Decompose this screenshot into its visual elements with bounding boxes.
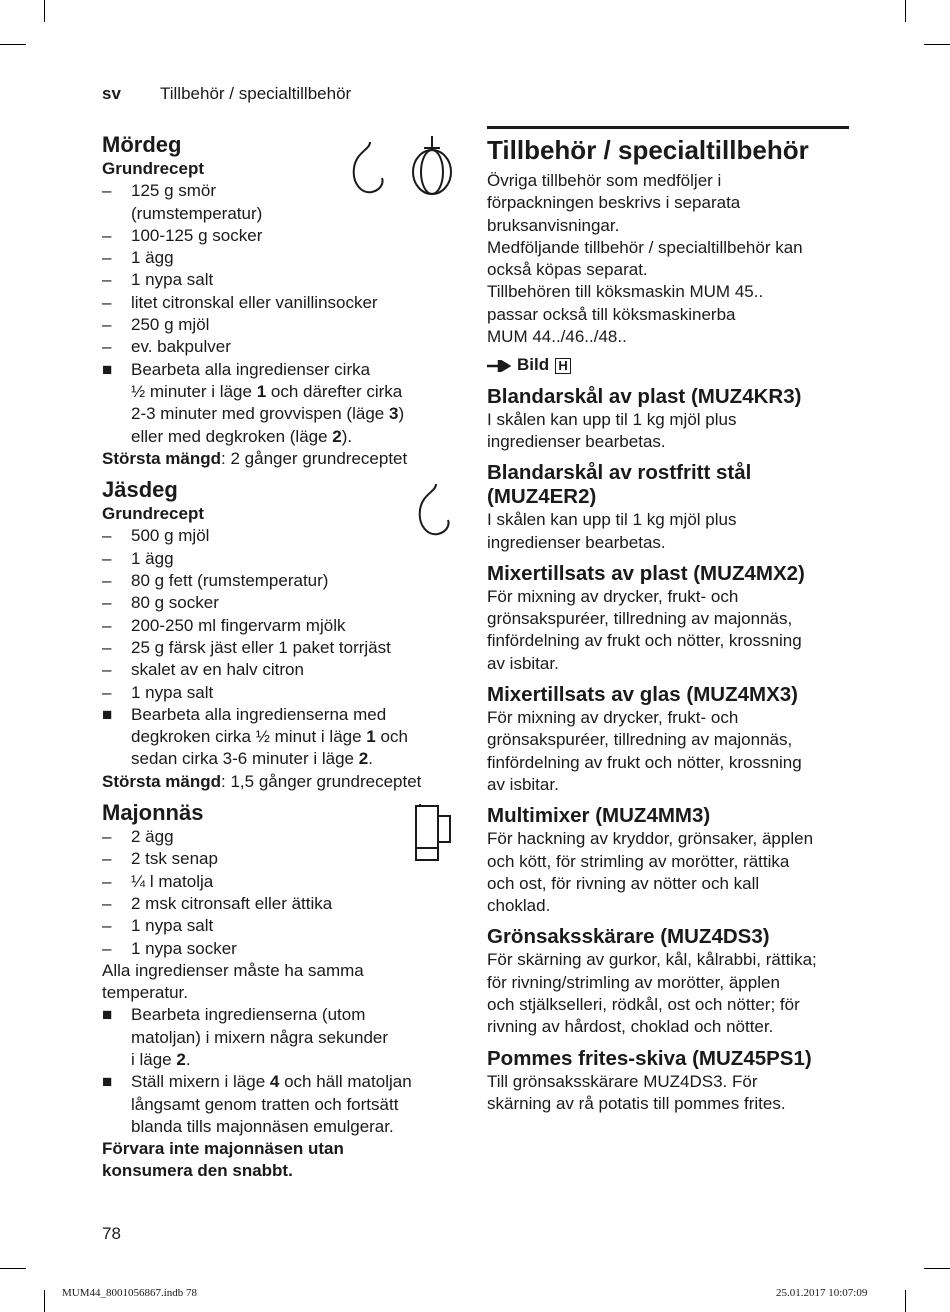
step-item: ■ Ställ mixern i läge 4 och häll matoljan långsamt genom tratten och fortsätt blanda tills majonnäsen emulgerar. (102, 1072, 412, 1136)
accessory-section: Multimixer (MUZ4MM3) För hackning av kryddor, grönsaker, äpplen och kött, för strimling av morötter, rättika och ost, för rivning av nötter och kall choklad. (487, 804, 814, 916)
list-item: – 80 g socker (102, 593, 219, 613)
crop-mark (44, 0, 45, 22)
list-item: – ¼ l matolja (102, 871, 214, 891)
crop-mark (905, 0, 906, 22)
list-item: – 1 nypa salt (102, 916, 214, 936)
list-item: – 200-250 ml fingervarm mjölk (102, 615, 346, 635)
list-item: – 80 g fett (rumstemperatur) (102, 571, 329, 591)
intro-text: Övriga tillbehör som medföljer i förpackningen beskrivs i separata bruksanvisningar. Medföljande tillbehör / specialtillbehör kan också köpas separat. Tillbehören till köksmaskin MUM 45.. passar också till köksmaskinerba MUM 44../46../48.. (487, 171, 803, 347)
arrow-right-icon (487, 360, 511, 372)
list-item: – 500 g mjöl (102, 526, 210, 546)
right-column (487, 126, 849, 1115)
section-title-mordeg: Mördeg (102, 132, 182, 157)
list-item: – 1 nypa salt (102, 270, 214, 290)
step-item: ■ Bearbeta ingredienserna (utom matoljan) i mixern några sekunder i läge 2. (102, 1005, 389, 1069)
list-item: – 100-125 g socker (102, 225, 263, 245)
list-item: – 1 nypa salt (102, 682, 214, 702)
max-amount: Största mängd: 1,5 gånger grundreceptet (102, 771, 422, 791)
crop-mark (44, 1290, 45, 1312)
footer-file: MUM44_8001056867.indb 78 (62, 1287, 198, 1299)
accessory-section: Mixertillsats av plast (MUZ4MX2) För mixning av drycker, frukt- och grönsakspuréer, tillredning av majonnäs, finfördelning av frukt och nötter, krossning av isbitar. (487, 561, 805, 673)
list-item: – 1 nypa socker (102, 938, 237, 958)
accessory-section: Blandarskål av rostfritt stål (MUZ4ER2) I skålen kan upp til 1 kg mjöl plus ingredienser bearbetas. (487, 461, 752, 552)
list-item: – litet citronskal eller vanillinsocker (102, 292, 378, 312)
accessory-section: Grönsaksskärare (MUZ4DS3) För skärning av gurkor, kål, kålrabbi, rättika; för rivning/strimling av morötter, äpplen och stjälkselleri, rödkål, ost och nötter; för rivning av hårdost, choklad och nötter. (487, 925, 817, 1037)
crop-mark (905, 1290, 906, 1312)
crop-mark (0, 44, 26, 45)
crop-mark (924, 44, 950, 45)
page-number: 78 (102, 1224, 121, 1243)
step-item: ■ Bearbeta alla ingredienserna med degkroken cirka ½ minut i läge 1 och sedan cirka 3-6 minuter i läge 2. (102, 704, 408, 769)
accessory-section: Pommes frites-skiva (MUZ45PS1) Till grönsaksskärare MUZ4DS3. För skärning av rå potatis till pommes frites. (487, 1046, 812, 1113)
header-title: Tillbehör / specialtillbehör (160, 84, 352, 103)
warning: Förvara inte majonnäsen utan konsumera den snabbt. (102, 1139, 344, 1181)
section-title-jasdeg: Jäsdeg (102, 477, 178, 503)
crop-mark (0, 1268, 26, 1269)
list-item: – 2 tsk senap (102, 849, 218, 869)
list-item: – 25 g färsk jäst eller 1 paket torrjäst (102, 637, 391, 657)
list-item: – 2 msk citronsaft eller ättika (102, 893, 333, 913)
footer-timestamp: 25.01.2017 10:07:09 (776, 1287, 868, 1299)
figure-reference: Bild H (487, 354, 849, 376)
list-item: – 1 ägg (102, 548, 174, 568)
section-title-majonnas: Majonnäs (102, 800, 204, 826)
left-column (102, 132, 457, 1183)
accessory-section: Blandarskål av plast (MUZ4KR3) I skålen kan upp til 1 kg mjöl plus ingredienser bearbetas. (487, 384, 802, 451)
crop-mark (924, 1268, 950, 1269)
list-item: – 125 g smör (102, 181, 217, 201)
list-item: – 2 ägg (102, 827, 174, 847)
step-item: ■ Bearbeta alla ingredienser cirka ½ minuter i läge 1 och därefter cirka 2-3 minuter med grovvispen (läge 3) eller med degkroken (läge 2). (102, 359, 405, 446)
page-title: Tillbehör / specialtillbehör (487, 135, 809, 165)
max-amount: Största mängd: 2 gånger grundreceptet (102, 448, 408, 468)
subtitle: Grundrecept (102, 159, 205, 178)
note: Alla ingredienser måste ha samma temperatur. (102, 960, 364, 1003)
list-item: – 250 g mjöl (102, 315, 210, 335)
language-code: sv (102, 84, 121, 103)
running-header (102, 84, 351, 104)
list-item: – 1 ägg (102, 248, 174, 268)
list-item: – ev. bakpulver (102, 337, 231, 357)
accessory-section: Mixertillsats av glas (MUZ4MX3) För mixning av drycker, frukt- och grönsakspuréer, tillredning av majonnäs, finfördelning av frukt och nötter, krossning av isbitar. (487, 683, 802, 794)
list-item: (rumstemperatur) (131, 203, 263, 223)
figure-letter-box: H (555, 358, 571, 374)
subtitle: Grundrecept (102, 504, 205, 524)
list-item: – skalet av en halv citron (102, 660, 304, 680)
